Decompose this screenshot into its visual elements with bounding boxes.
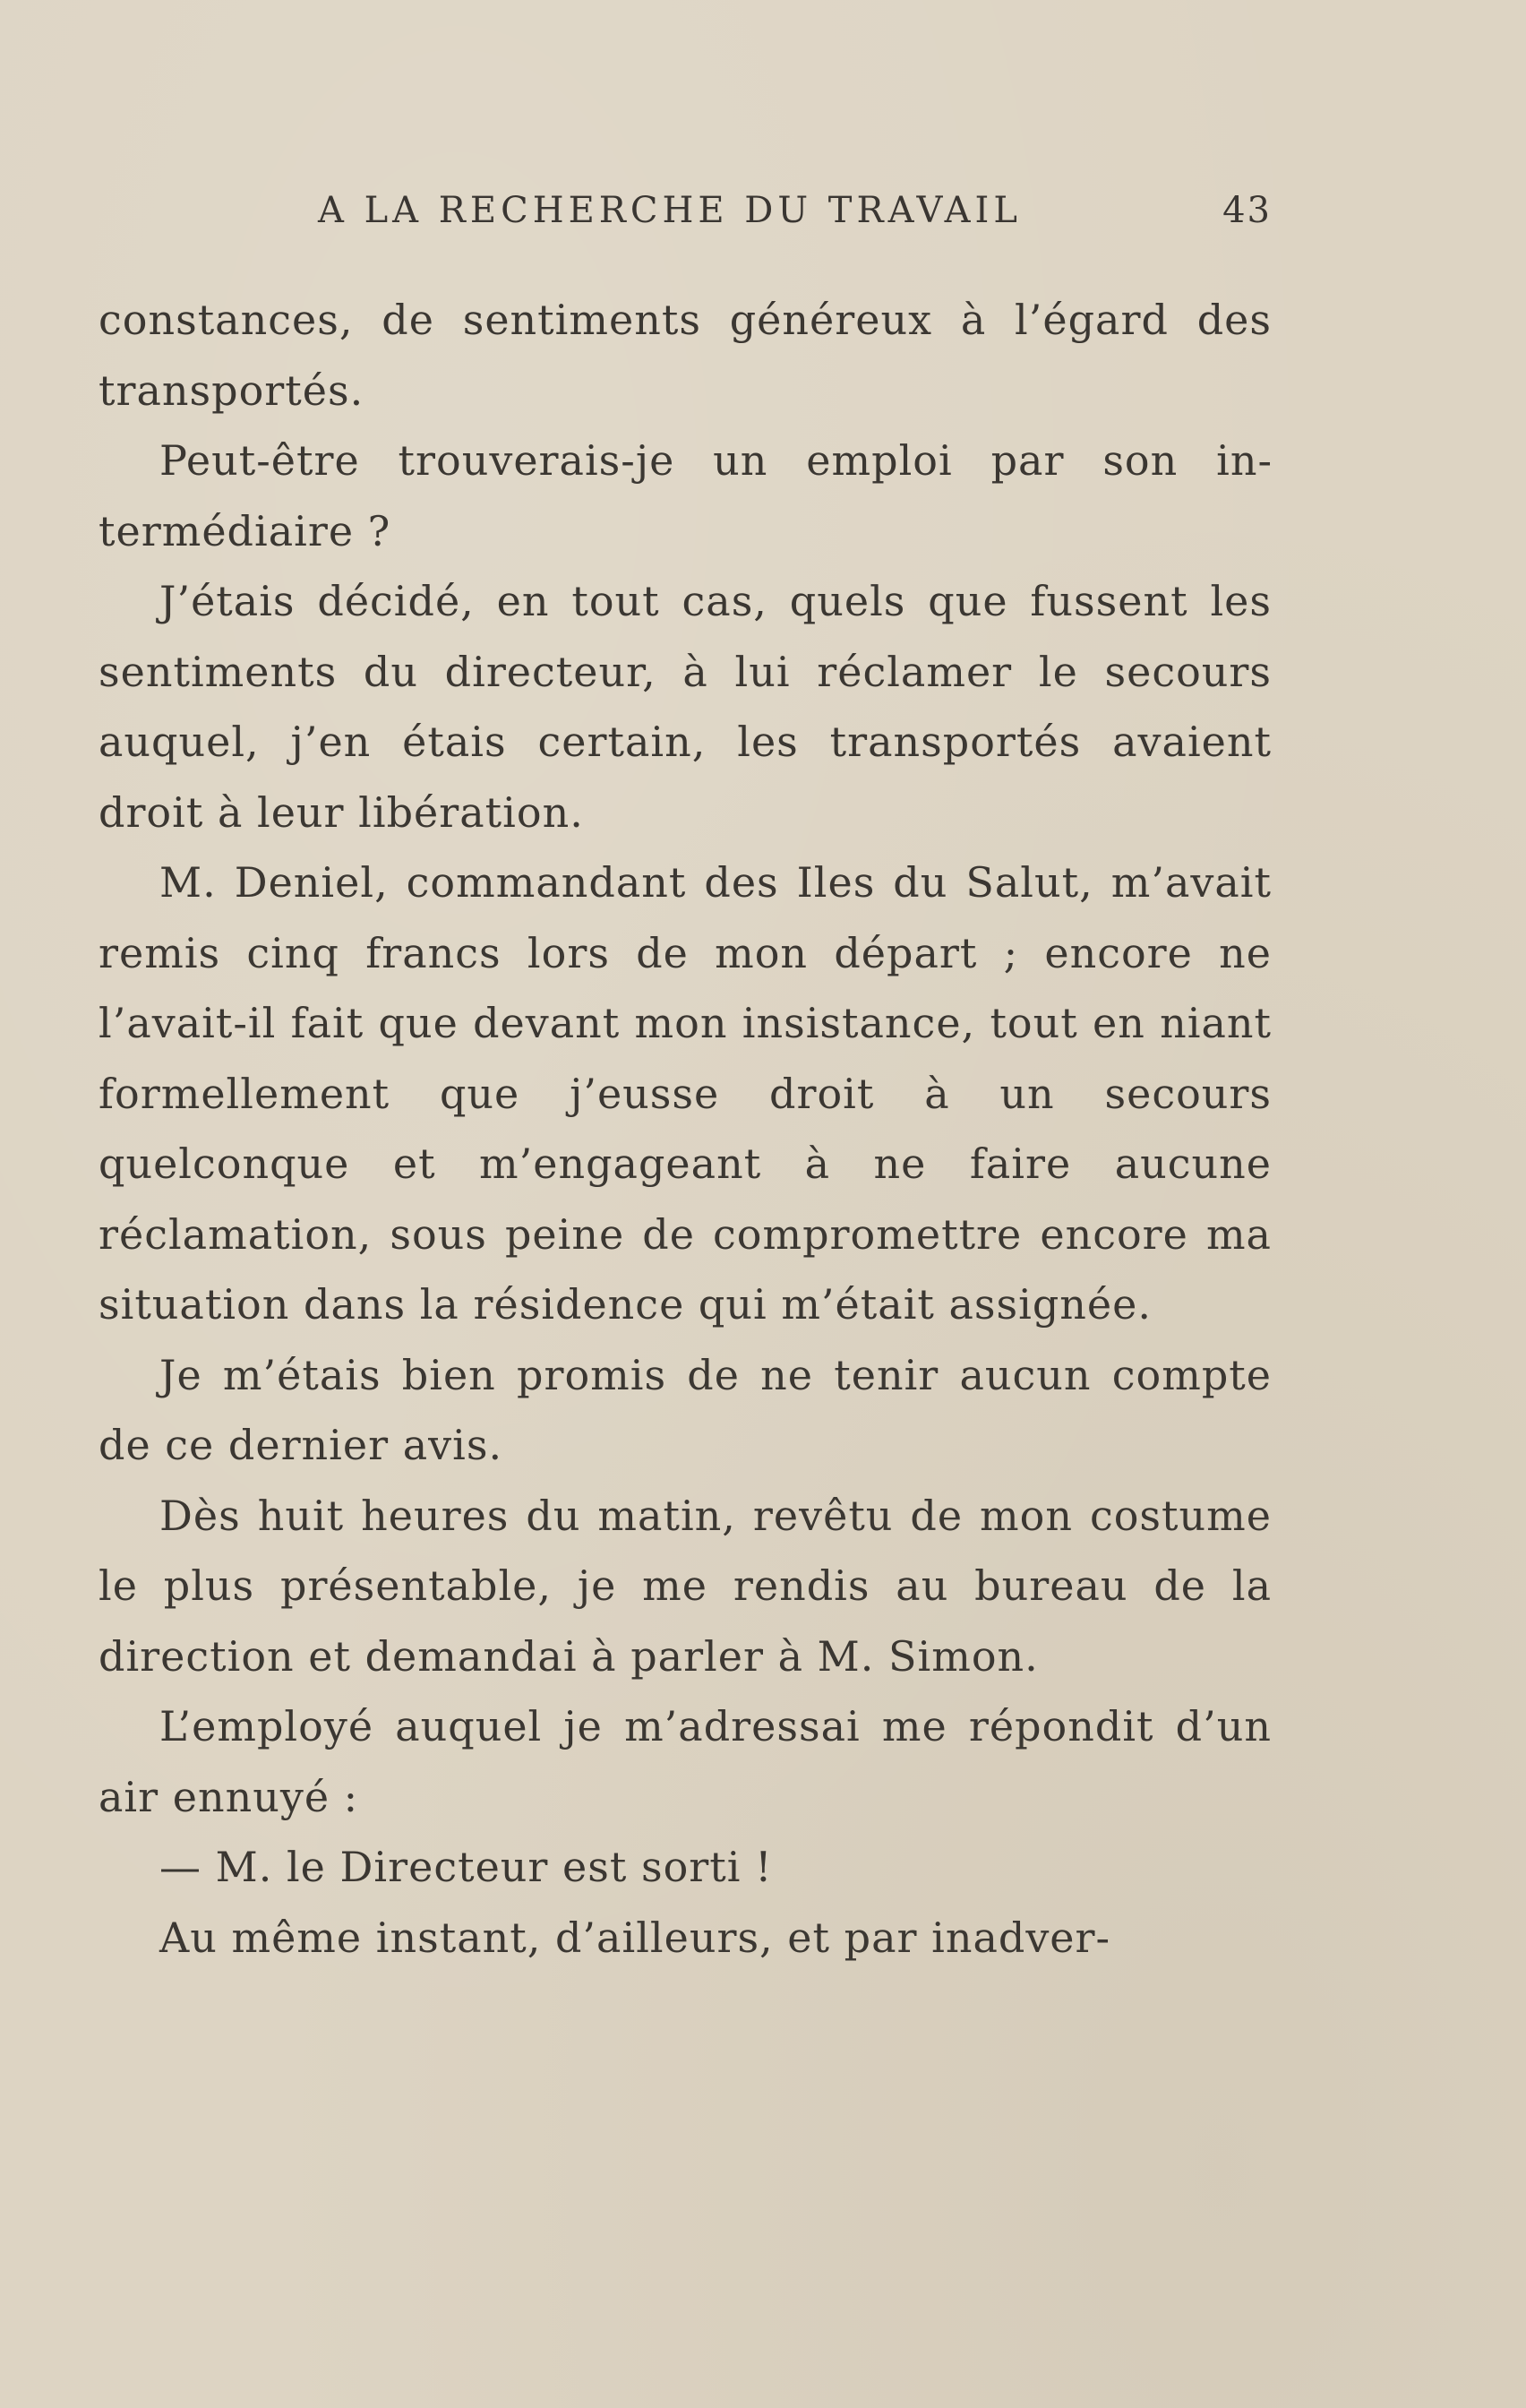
paragraph: — M. le Directeur est sorti ! bbox=[159, 1843, 773, 1891]
paragraph: Au même instant, d’ailleurs, et par inadver- bbox=[159, 1913, 1111, 1962]
paragraph: M. Deniel, commandant des Iles du Salut, m’avait remis cinq francs lors de mon départ ; encore ne l’avait-il fait que devant mon insistance, tout en niant formellement que j’eusse droit à un secours quelconque et m’engageant à ne faire aucune réclamation, sous peine de compromettre encore ma situation dans la résidence qui m’était assignée. bbox=[99, 858, 1272, 1329]
page-header bbox=[99, 190, 1272, 244]
paragraph: constances, de sentiments généreux à l’égard des transportés. bbox=[99, 296, 1272, 415]
page-number: 43 bbox=[1222, 190, 1272, 231]
running-title: A LA RECHERCHE DU TRAVAIL bbox=[318, 190, 1022, 231]
paragraph: L’employé auquel je m’adressai me répondit d’un air ennuyé : bbox=[99, 1702, 1272, 1821]
paragraph: J’étais décidé, en tout cas, quels que fussent les sentiments du directeur, à lui réclamer le secours auquel, j’en étais certain, les transportés avaient droit à leur libération. bbox=[99, 577, 1272, 837]
paragraph: Peut-être trouverais-je un emploi par son intermédiaire ? bbox=[99, 436, 1272, 555]
paragraph: Dès huit heures du matin, revêtu de mon costume le plus présentable, je me rendis au bureau de la direction et demandai à parler à M. Simon. bbox=[99, 1491, 1272, 1681]
paragraph: Je m’étais bien promis de ne tenir aucun compte de ce dernier avis. bbox=[99, 1350, 1272, 1469]
body-text bbox=[99, 285, 1272, 1973]
